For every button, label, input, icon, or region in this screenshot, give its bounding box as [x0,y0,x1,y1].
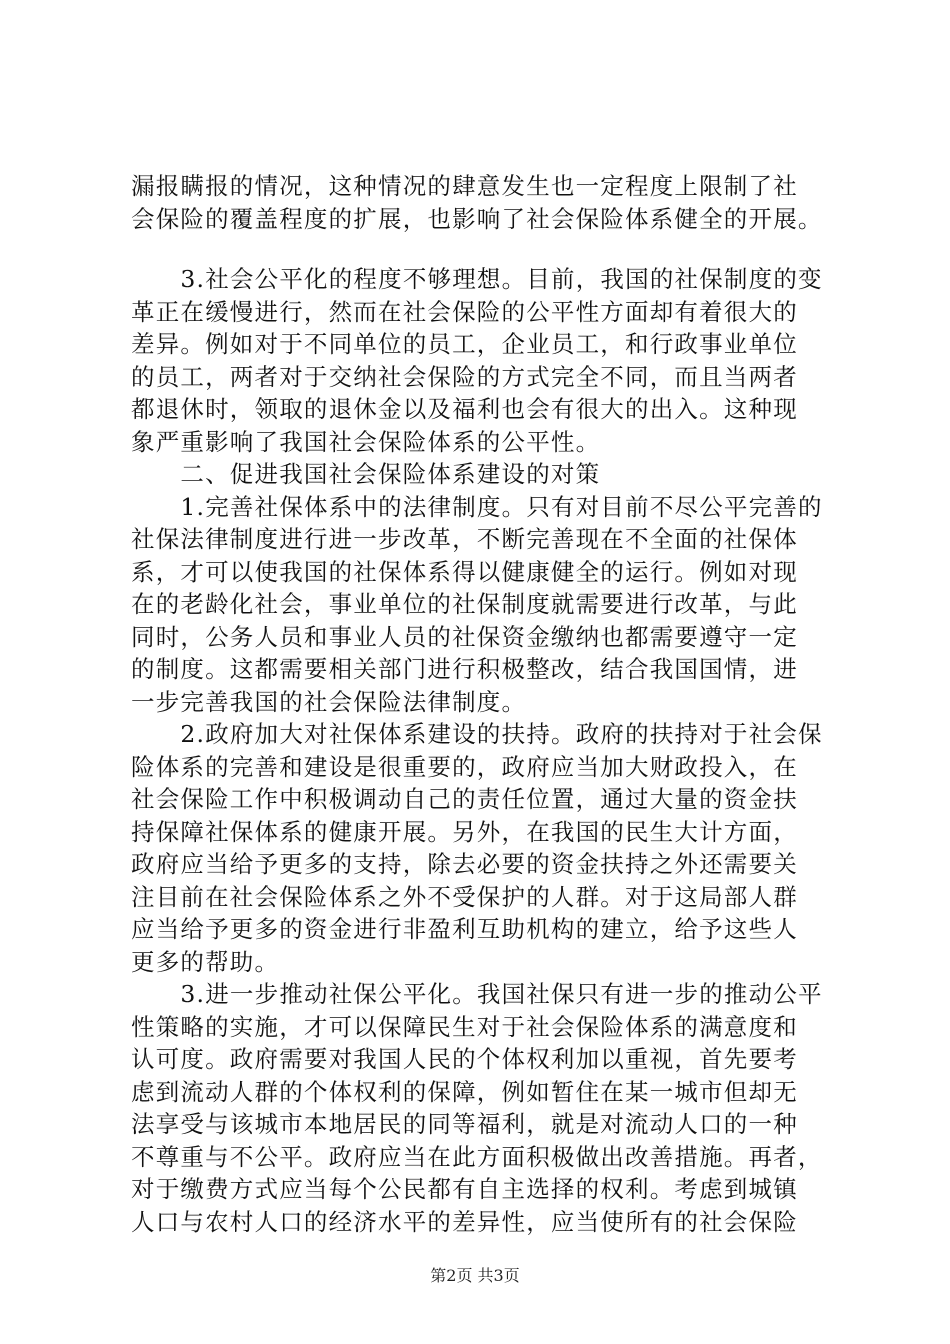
text-line: 持保障社保体系的健康开展。另外，在我国的民生大计方面， [131,817,798,846]
text-line: 漏报瞒报的情况，这种情况的肆意发生也一定程度上限制了社 [131,172,798,200]
text-line: 险体系的完善和建设是很重要的，政府应当加大财政投入，在 [131,752,798,781]
paragraph-legal-system [131,491,831,719]
text-line: 法享受与该城市本地居民的同等福利，就是对流动人口的一种 [131,1110,798,1138]
text-line: 差异。例如对于不同单位的员工，企业员工，和行政事业单位 [131,330,798,358]
text-line: 社会保险工作中积极调动自己的责任位置，通过大量的资金扶 [131,785,798,813]
paragraph-gap [131,235,831,263]
text-line: 在的老龄化社会，事业单位的社保制度就需要进行改革，与此 [131,590,798,618]
text-line: 象严重影响了我国社会保险体系的公平性。 [131,427,601,456]
text-line: 3.社会公平化的程度不够理想。目前，我国的社保制度的变 [131,265,823,293]
text-line: 对于缴费方式应当每个公民都有自主选择的权利。考虑到城镇 [131,1175,798,1203]
section-heading [131,458,831,491]
paragraph-promote-equity [131,978,831,1238]
text-line: 性策略的实施，才可以保障民生对于社会保险体系的满意度和 [131,1012,798,1041]
paragraph-social-equity [131,263,831,458]
text-line: 人口与农村人口的经济水平的差异性，应当使所有的社会保险 [131,1207,798,1236]
text-line: 系，才可以使我国的社保体系得以健康健全的运行。例如对现 [131,557,798,586]
text-line: 同时，公务人员和事业人员的社保资金缴纳也都需要遵守一定 [131,622,798,651]
page-footer: 第2页 共3页 [430,1266,520,1285]
text-line: 2.政府加大对社保体系建设的扶持。政府的扶持对于社会保 [131,720,823,748]
document-body [131,170,831,1238]
text-line: 1.完善社保体系中的法律制度。只有对目前不尽公平完善的 [131,492,823,521]
text-line: 更多的帮助。 [131,947,280,976]
heading-line: 二、促进我国社会保险体系建设的对策 [131,460,601,488]
text-line: 会保险的覆盖程度的扩展，也影响了社会保险体系健全的开展。 [131,204,823,233]
paragraph-government-support [131,718,831,978]
text-line: 3.进一步推动社保公平化。我国社保只有进一步的推动公平 [131,980,823,1008]
text-line: 一步完善我国的社会保险法律制度。 [131,687,527,716]
text-line: 革正在缓慢进行，然而在社会保险的公平性方面却有着很大的 [131,297,798,326]
text-line: 不尊重与不公平。政府应当在此方面积极做出改善措施。再者， [131,1142,823,1171]
text-line: 应当给予更多的资金进行非盈利互助机构的建立，给予这些人 [131,915,798,943]
text-line: 的制度。这都需要相关部门进行积极整改，结合我国国情，进 [131,655,798,683]
text-line: 虑到流动人群的个体权利的保障，例如暂住在某一城市但却无 [131,1077,798,1106]
text-line: 认可度。政府需要对我国人民的个体权利加以重视，首先要考 [131,1045,798,1073]
text-line: 政府应当给予更多的支持，除去必要的资金扶持之外还需要关 [131,850,798,878]
text-line: 社保法律制度进行进一步改革，不断完善现在不全面的社保体 [131,525,798,553]
text-line: 都退休时，领取的退休金以及福利也会有很大的出入。这种现 [131,395,798,423]
paragraph-continuation [131,170,831,235]
text-line: 注目前在社会保险体系之外不受保护的人群。对于这局部人群 [131,882,798,911]
text-line: 的员工，两者对于交纳社会保险的方式完全不同，而且当两者 [131,362,798,391]
